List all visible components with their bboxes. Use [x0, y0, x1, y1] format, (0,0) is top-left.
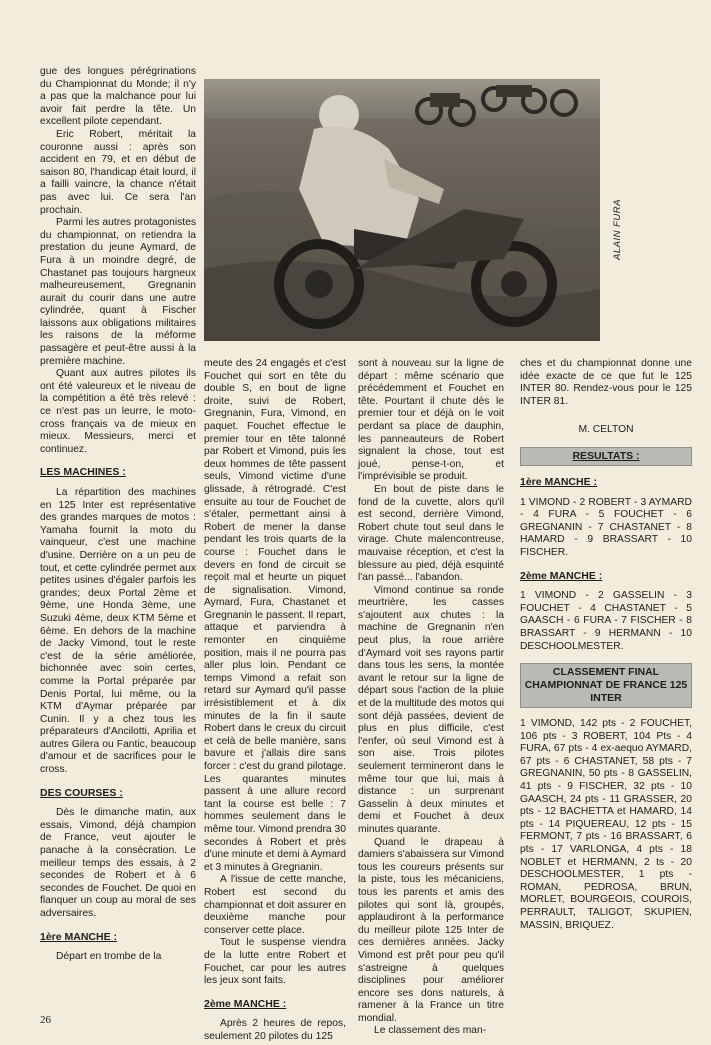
results-manche-1: 1 VIMOND - 2 ROBERT - 3 AYMARD - 4 FURA - 5 FOUCHET - 6 GREGNANIN - 7 CHASTANET - 8 HAMARD - 9 BRASSART - 10 FISCHER. [520, 496, 692, 558]
results-heading-manche-2: 2ème MANCHE : [520, 569, 603, 582]
paragraph: Quant aux autres pilotes ils ont été valeureux et le niveau de la compétition a été très relevé : ce n'est pas un leurre, le moto-cross français va de mieux en mieux. Messieurs, merci et continuez. [40, 368, 196, 455]
paragraph: Dès le dimanche matin, aux essais, Vimond, déjà champion de France, veut ajouter le panache à la consécration. Le meilleur temps des essais, à 2 secondes de Robert et à 6 secondes de Fouchet. De quoi en flanquer un coup au moral de ses adversaires. [40, 807, 196, 919]
results-manche-2: 1 VIMOND - 2 GASSELIN - 3 FOUCHET - 4 CHASTANET - 5 GAASCH - 6 FURA - 7 FISCHER - 8 BRASSART - 9 HERMANN - 10 DESCHOOLMESTER. [520, 590, 692, 652]
paragraph: Départ en trombe de la [56, 951, 162, 963]
column-4 [520, 358, 692, 1026]
section-heading-manche-1: 1ère MANCHE : [40, 930, 118, 943]
motocross-photo [204, 79, 600, 341]
paragraph: Eric Robert, méritait la couronne aussi : après son accident en 79, et en début de saison 80, l'handicap était lourd, il a failli vaincre, la chance n'était pas avec lui. Ce sera l'an prochain. [40, 128, 196, 216]
paragraph: sont à nouveau sur la ligne de départ : même scénario que précédemment et Fouchet en tête. Pourtant il chute dès le premier tour et déjà on le voit perdant sa place de dauphin, les panneauteurs de Robert signalent la chose, tout est joué, pense-t-on, et l'imprévisible se produit. [358, 358, 504, 483]
section-heading-manche-2: 2ème MANCHE : [204, 997, 287, 1010]
paragraph: Après 2 heures de repos, seulement 20 pilotes du 125 [204, 1018, 346, 1042]
paragraph: La répartition des machines en 125 Inter est représentative des grandes marques de motos : Yamaha fournit la moto du vainqueur, c'est une machine d'usine. Derrière on a un peu de tout, et cette cylindrée permet aux petites usines d'égaler parfois les grandes; deux Portal 2ème et 9ème, une Honda 3ème, une Suzuki 4ème, deux KTM 5ème et 6ème. En dehors de la machine de Jacky Vimond, tout le reste c'est de la série améliorée, bichonnée avec soin certes, comme la Portal préparée par Denis Portal, lui même, ou la KTM d'Aymar préparée par Cunin. Il y a chez tous les préparateurs d'Ancilotti, Aprilia et autres Gilera ou Fantic, beaucoup d'amour et de sacrifices pour le cross. [40, 487, 196, 776]
column-2 [204, 358, 346, 1042]
final-standings-banner: CLASSEMENT FINAL CHAMPIONNAT DE FRANCE 125 INTER [520, 663, 692, 708]
paragraph: Vimond continue sa ronde meurtrière, les casses s'ajoutent aux chutes : la machine de Gregnanin n'en peut plus, la roue arrière d'Aymard voit ses rayons partir dans tous les sens, la montée avant le retour sur la ligne de départ sous l'action de la pluie et de la multitude des motos qui sont déjà passées, devient de plus en plus difficile, c'est l'enfer, où seul Vimond est à son aise. Trois pilotes seulement termineront dans le même tour que lui, mais à distance : un surprenant Gasselin à deux minutes et demi et Fouchet à deux minutes quarante. [358, 584, 504, 835]
paragraph: Quand le drapeau à damiers s'abaissera sur Vimond tous les coureurs présents sur la piste, tous les mécaniciens, tous les parents et amis des pilotes qui sont là, groupés, applaudiront à la performance du meilleur pilote 125 Inter de ces dernières années. Jacky Vimond est prêt pour peu qu'il s'astreigne à quelques disciplines pour améliorer encore ses dons naturels, à ramener à la France un titre mondial. [358, 836, 504, 1024]
paragraph: En bout de piste dans le fond de la cuvette, alors qu'il est second, derrière Vimond, Robert chute tout seul dans le virage. Chute malencontreuse, mauvaise réception, et c'est la blessure au pied, déjà esquinté l'an passé... l'abandon. [358, 483, 504, 584]
results-heading-manche-1: 1ère MANCHE : [520, 475, 598, 488]
paragraph: Parmi les autres protagonistes du championnat, on retiendra la prestation du jeune Aymard, de Fura à un moindre degré, de Chastanet pas toujours hargneux malheureusement, Gregnanin aurait du courir dans une autre cylindrée, quant à Fischer laissons aux obligations militaires les raisons de la méforme passagère et peut-être aussi à la première machine. [40, 217, 196, 367]
paragraph: ches et du championnat donne une idée exacte de ce que fut le 125 INTER 80. Rendez-vous pour le 125 INTER 81. [520, 358, 692, 407]
section-heading-machines: LES MACHINES : [40, 466, 126, 479]
paragraph: A l'issue de cette manche, Robert est second du championnat et doit assurer en deuxième manche pour conserver cette place. [204, 874, 346, 936]
page-number: 26 [40, 1014, 51, 1026]
author-signature: M. CELTON [578, 424, 634, 436]
section-heading-courses: DES COURSES : [40, 786, 123, 799]
photo-credit: ALAIN FURA [612, 199, 623, 260]
final-standings: 1 VIMOND, 142 pts - 2 FOUCHET, 106 pts - 3 ROBERT, 104 Pts - 4 FURA, 67 pts - 4 ex-aequo AYMARD, 67 pts - 6 CHASTANET, 58 pts - 7 GREGNANIN, 50 pts - 8 GASSELIN, 41 pts - 9 FISCHER, 32 pts - 10 GAASCH, 24 pts - 11 GRASSER, 20 pts - 12 BACHETTA et HAMARD, 14 pts - 14 PIQUEREAU, 12 pts - 15 FERMONT, 7 pts - 16 BRASSART, 6 pts - 17 VARLONGA, 4 pts - 18 NOBLET et HERMANN, 2 ts - 20 DESCHOOLMESTER, 1 pts - ROMAN, PEDROSA, BRUN, MORLET, BOURGEOIS, COUROIS, PERRAULT, TALIGOT, SKUPIEN, MASSIN, BRIQUEZ. [520, 718, 692, 931]
column-3 [358, 358, 504, 1037]
paragraph: meute des 24 engagés et c'est Fouchet qui sort en tête du double S, en bout de ligne droite, suivi de Robert, Gregnanin, Fura, Vimond, en paquet. Fouchet effectue le premier tour en tête talonné par Robert et Vimond, puis les deux hommes de tête passent seuls, Vimond victime d'une glissade, à rétrogradé. C'est ensuite au tour de Fouchet de s'étaler, permettant ainsi à Robert de mener la danse pendant les trois quarts de la course : Fouchet dans le devers en fond de circuit se reçoit mal et heurte un piquet de signalisation. Vimond, Aymard, Fura, Chastanet et Gregnanin le passent. Il repart, attaque et parviendra à remonter en cinquième position, mais il ne pourra pas aller plus loin. Pendant ce temps Vimond a refait son retard sur Aymard qu'il passe irrésistiblement et à dix minutes de la fin il saute Robert dans le creux du circuit et celà de belle manière, sans bavure et j'allais dire sans forcer : c'est du grand pilotage. Les quarantes minutes passent à une allure record tant la course est belle : 7 hommes seulement dans le même tour. Vimond prendra 30 secondes à Robert et près d'une minute et demi à Aymard et 3 minutes à Gregnanin. [204, 358, 346, 873]
column-1 [40, 66, 196, 1036]
paragraph: Le classement des man- [374, 1025, 487, 1037]
results-banner: RESULTATS : [520, 447, 692, 466]
paragraph: Tout le suspense viendra de la lutte entre Robert et Fouchet, car pour les autres les jeux sont faits. [204, 937, 346, 987]
paragraph: gue des longues pérégrinations du Championnat du Monde; il n'y a pas que la malchance pour lui avoir fait perdre la tête. Un excellent pilote cependant. [40, 66, 196, 128]
